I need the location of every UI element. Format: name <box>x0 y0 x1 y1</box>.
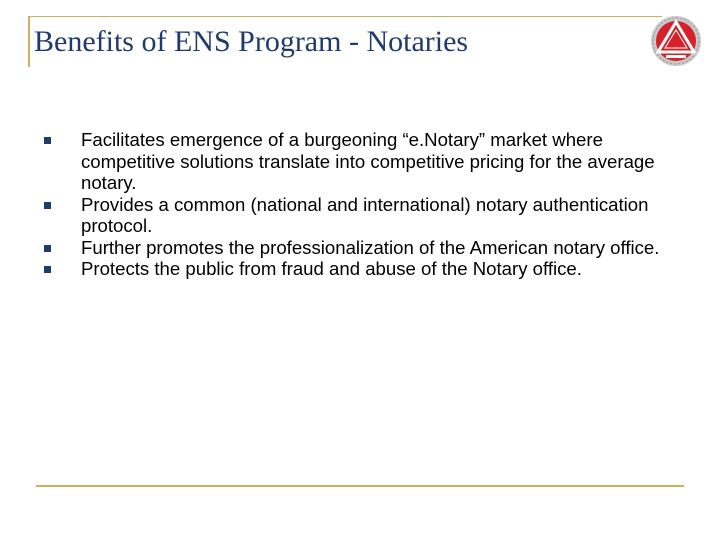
square-bullet-icon <box>44 202 51 209</box>
footer-divider <box>36 485 684 487</box>
bullet-list <box>44 129 684 280</box>
bullet-text: Facilitates emergence of a burgeoning “e.Notary” market where competitive solutions translate into competitive pricing for the average notary. <box>81 129 655 193</box>
list-item <box>44 194 684 237</box>
square-bullet-icon <box>44 137 51 144</box>
square-bullet-icon <box>44 245 51 252</box>
bullet-text: Protects the public from fraud and abuse of the Notary office. <box>81 258 582 279</box>
list-item <box>44 129 684 194</box>
bullet-text: Further promotes the professionalization of the American notary office. <box>81 236 660 258</box>
list-item <box>44 258 684 280</box>
slide-title: Benefits of ENS Program - Notaries <box>34 25 469 58</box>
square-bullet-icon <box>44 266 51 273</box>
list-item <box>44 237 684 259</box>
notary-seal-icon <box>650 15 702 67</box>
bullet-text: Provides a common (national and international) notary authentication protocol. <box>81 193 649 236</box>
